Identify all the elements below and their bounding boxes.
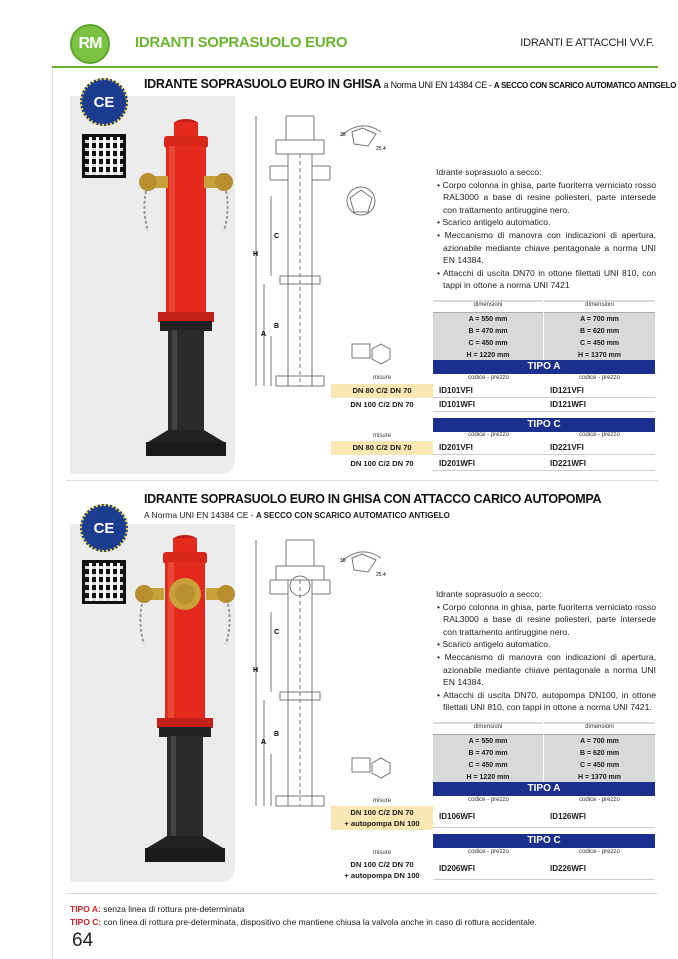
dim-value: B = 470 mm: [468, 328, 508, 335]
ce-mark-icon: CE: [80, 504, 128, 552]
measure-cell: [331, 858, 433, 882]
dim-value: C = 450 mm: [579, 340, 620, 347]
product-code[interactable]: ID226WFI: [544, 862, 655, 880]
dim-h-label: H: [253, 251, 259, 258]
dim-254-label: 25.4: [376, 146, 386, 152]
code-header: codice - prezzo: [544, 432, 655, 438]
product-subtitle-norm: A Norma UNI EN 14384 CE -: [144, 510, 256, 520]
dimensions-header: dimensioni: [433, 302, 543, 313]
tipo-a-note-label: TIPO A:: [70, 904, 101, 914]
ce-mark-icon: CE: [80, 78, 128, 126]
tipo-c-note-label: TIPO C:: [70, 917, 102, 927]
product-description: [436, 588, 656, 714]
dimensions-col-left: [433, 722, 544, 782]
dim-39-label: 39: [340, 558, 346, 564]
product-title: IDRANTE SOPRASUOLO EURO IN GHISA CON ATTACCO CARICO AUTOPOMPA: [144, 492, 602, 506]
measure-line: + autopompa DN 100: [344, 871, 420, 880]
code-header: codice - prezzo: [544, 797, 655, 803]
misure-header: misure: [372, 375, 391, 381]
product-code[interactable]: ID201VFI: [433, 441, 544, 455]
dimensions-header: dimensioni: [544, 302, 655, 313]
tipo-a-header: TIPO A: [433, 360, 655, 374]
product-title-caps: A SECCO CON SCARICO AUTOMATICO ANTIGELO: [493, 81, 677, 90]
section-divider: [66, 480, 658, 481]
dim-value: H = 1370 mm: [578, 774, 621, 781]
product-subtitle-caps: A SECCO CON SCARICO AUTOMATICO ANTIGELO: [255, 511, 450, 520]
dimensions-col-left: [433, 300, 544, 360]
category-label: IDRANTI E ATTACCHI VV.F.: [520, 37, 654, 49]
left-margin-rule: [52, 66, 53, 959]
product-title-norm: a Norma UNI EN 14384 CE -: [383, 80, 494, 90]
product-code[interactable]: ID126WFI: [544, 810, 655, 828]
dimensions-header: dimensioni: [433, 724, 543, 735]
pricing-table: [331, 722, 656, 884]
product-description: [436, 166, 656, 292]
product-subtitle: [144, 510, 450, 520]
dim-value: H = 1370 mm: [578, 352, 621, 359]
description-item: • Corpo colonna in ghisa, parte fuoriterra verniciato rosso RAL3000 a base di resine poliesteri, parte intersede con trattamento antiruggine nero.: [436, 601, 656, 639]
description-item: • Scarico antigelo automatico.: [436, 638, 656, 651]
dimensions-col-right: [544, 722, 655, 782]
dimensions-row: [433, 300, 655, 360]
measure-cell: DN 80 C/2 DN 70: [331, 441, 433, 455]
dim-c-label: C: [274, 629, 280, 636]
measure-cell: DN 100 C/2 DN 70: [331, 457, 433, 471]
page-title: IDRANTI SOPRASUOLO EURO: [135, 34, 348, 51]
code-header: codice - prezzo: [433, 849, 544, 855]
product-code[interactable]: ID101WFI: [433, 398, 544, 412]
dim-value: H = 1220 mm: [466, 352, 510, 359]
tipo-c-note: [70, 916, 537, 929]
tipo-a-note-text: senza linea di rottura pre-determinata: [100, 904, 245, 914]
dim-c-label: C: [274, 233, 280, 240]
product-section-1: [66, 66, 677, 484]
footer-divider: [66, 893, 658, 894]
product-code[interactable]: ID221WFI: [544, 457, 655, 471]
code-header: codice - prezzo: [433, 375, 544, 381]
dim-254-label: 25.4: [376, 572, 386, 578]
dim-value: C = 450 mm: [468, 762, 508, 769]
dim-h-label: H: [253, 667, 259, 674]
tipo-c-header: TIPO C: [433, 418, 655, 432]
pricing-table: [331, 300, 656, 478]
description-item: • Meccanismo di manovra con indicazioni di apertura, azionabile mediante chiave pentagonale a norma UNI EN 14384.: [436, 229, 656, 267]
hydrant-photo: [130, 532, 240, 877]
dim-value: A = 700 mm: [580, 316, 619, 323]
product-code[interactable]: ID201WFI: [433, 457, 544, 471]
footer-notes: [70, 903, 537, 929]
measure-cell: DN 100 C/2 DN 70: [331, 398, 433, 412]
product-title: [144, 77, 676, 91]
measure-cell: DN 80 C/2 DN 70: [331, 384, 433, 398]
brand-logo: RM: [70, 24, 110, 64]
product-code[interactable]: ID101VFI: [433, 384, 544, 398]
dim-a-label: A: [261, 331, 267, 338]
misure-header: misure: [372, 850, 391, 856]
dim-b-label: B: [274, 323, 280, 330]
misure-header: misure: [372, 798, 391, 804]
measure-line: + autopompa DN 100: [344, 819, 420, 828]
description-item: • Attacchi di uscita DN70, autopompa DN100, in ottone filettati UNI 810, con tappi in ottone a norma UNI 7421.: [436, 689, 656, 714]
code-header: codice - prezzo: [544, 375, 655, 381]
product-code[interactable]: ID121VFI: [544, 384, 655, 398]
dim-a-label: A: [261, 739, 267, 746]
measure-cell: [331, 806, 433, 830]
dim-value: C = 450 mm: [579, 762, 620, 769]
tipo-a-header: TIPO A: [433, 782, 655, 796]
tipo-c-note-text: con linea di rottura pre-determinata, dispositivo che mantiene chiusa la valvola anche in caso di rottura accidentale.: [101, 917, 537, 927]
product-code[interactable]: ID121WFI: [544, 398, 655, 412]
dim-b-label: B: [274, 731, 280, 738]
measure-line: DN 100 C/2 DN 70: [350, 860, 414, 869]
description-item: • Scarico antigelo automatico.: [436, 216, 656, 229]
dim-value: H = 1220 mm: [466, 774, 510, 781]
code-header: codice - prezzo: [544, 849, 655, 855]
code-header: codice - prezzo: [433, 432, 544, 438]
product-code[interactable]: ID206WFI: [433, 862, 544, 880]
description-item: • Corpo colonna in ghisa, parte fuoriterra verniciato rosso RAL3000 a base di resine poliesteri, parte intersede con trattamento antiruggine nero.: [436, 179, 656, 217]
product-code[interactable]: ID106WFI: [433, 810, 544, 828]
dim-value: A = 700 mm: [580, 738, 619, 745]
description-item: • Attacchi di uscita DN70 in ottone filettati UNI 810, con tappi in ottone a norma UNI 7421: [436, 267, 656, 292]
product-title-text: IDRANTE SOPRASUOLO EURO IN GHISA: [144, 77, 381, 91]
dim-value: A = 550 mm: [468, 738, 508, 745]
description-intro: Idrante soprasuolo a secco:: [436, 589, 542, 599]
hydrant-photo: [136, 116, 236, 471]
dim-39-label: 39: [340, 132, 346, 138]
tipo-a-note: [70, 903, 537, 916]
description-item: • Meccanismo di manovra con indicazioni di apertura, azionabile mediante chiave pentagonale a norma UNI EN 14384.: [436, 651, 656, 689]
dimensions-col-right: [544, 300, 655, 360]
dim-value: B = 470 mm: [468, 750, 508, 757]
qr-code-icon[interactable]: [82, 560, 126, 604]
dim-value: B = 620 mm: [579, 750, 620, 757]
page-number: 64: [72, 930, 94, 951]
qr-code-icon[interactable]: [82, 134, 126, 178]
description-intro: Idrante soprasuolo a secco:: [436, 167, 542, 177]
dim-value: C = 450 mm: [468, 340, 508, 347]
dim-value: A = 550 mm: [468, 316, 508, 323]
dim-value: B = 620 mm: [579, 328, 620, 335]
product-code[interactable]: ID221VFI: [544, 441, 655, 455]
code-header: codice - prezzo: [433, 797, 544, 803]
page-header: [0, 22, 678, 66]
measure-line: DN 100 C/2 DN 70: [350, 808, 414, 817]
dimensions-header: dimensioni: [544, 724, 655, 735]
dimensions-row: [433, 722, 655, 782]
product-section-2: [66, 484, 658, 888]
tipo-c-header: TIPO C: [433, 834, 655, 848]
misure-header: misure: [372, 433, 391, 439]
